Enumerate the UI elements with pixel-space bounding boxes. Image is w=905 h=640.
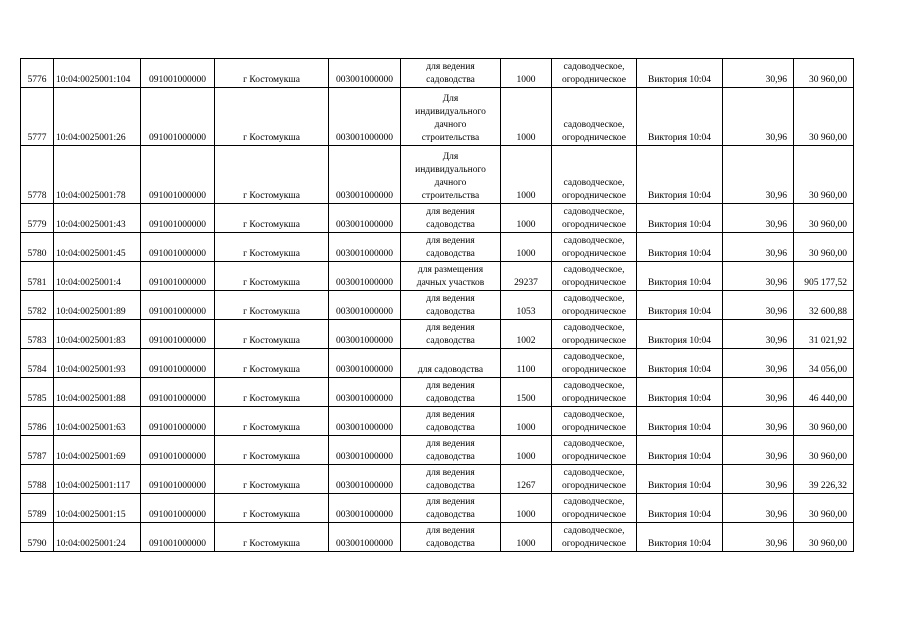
specific-value-cell: 30,96 [723, 204, 794, 233]
cadastral-value-cell: 30 960,00 [794, 88, 854, 146]
permitted-use-line: для ведения [426, 294, 475, 304]
cadastral-number-cell: 10:04:0025001:15 [54, 494, 141, 523]
row-number-cell: 5781 [21, 262, 54, 291]
table-row [21, 146, 854, 204]
land-category-line: садоводческое, [563, 352, 625, 362]
okato-code-cell: 091001000000 [141, 146, 215, 204]
permitted-use-line: садоводства [426, 481, 475, 491]
locality-cell: г Костомукша [215, 436, 329, 465]
permitted-use-line: для ведения [426, 526, 475, 536]
cadastral-number-cell: 10:04:0025001:104 [54, 59, 141, 88]
valuation-group-cell: Виктория 10:04 [637, 436, 723, 465]
land-category-line: садоводческое, [563, 62, 625, 72]
land-category-cell [552, 146, 637, 204]
land-category-line: садоводческое, [563, 265, 625, 275]
valuation-group-cell: Виктория 10:04 [637, 291, 723, 320]
specific-value-cell: 30,96 [723, 378, 794, 407]
land-category-line: садоводческое, [563, 439, 625, 449]
valuation-group-cell: Виктория 10:04 [637, 146, 723, 204]
land-category-line: садоводческое, [563, 178, 625, 188]
land-category-cell [552, 59, 637, 88]
permitted-use-line: для ведения [426, 207, 475, 217]
specific-value-cell: 30,96 [723, 262, 794, 291]
row-number-cell: 5787 [21, 436, 54, 465]
valuation-group-cell: Виктория 10:04 [637, 465, 723, 494]
row-number-cell: 5783 [21, 320, 54, 349]
valuation-group-cell: Виктория 10:04 [637, 233, 723, 262]
permitted-use-cell [401, 378, 501, 407]
cadastral-number-cell: 10:04:0025001:117 [54, 465, 141, 494]
specific-value-cell: 30,96 [723, 349, 794, 378]
oktmo-code-cell: 003001000000 [329, 262, 401, 291]
permitted-use-line: садоводства [426, 539, 475, 549]
land-category-cell [552, 436, 637, 465]
land-category-cell [552, 291, 637, 320]
permitted-use-cell [401, 523, 501, 552]
land-category-line: садоводческое, [563, 236, 625, 246]
permitted-use-cell [401, 407, 501, 436]
locality-cell: г Костомукша [215, 378, 329, 407]
cadastral-number-cell: 10:04:0025001:69 [54, 436, 141, 465]
land-category-line: садоводческое, [563, 526, 625, 536]
okato-code-cell: 091001000000 [141, 59, 215, 88]
cadastral-number-cell: 10:04:0025001:78 [54, 146, 141, 204]
area-cell: 1267 [501, 465, 552, 494]
valuation-group-cell: Виктория 10:04 [637, 88, 723, 146]
land-category-line: огородническое [561, 452, 627, 462]
cadastral-value-cell: 30 960,00 [794, 146, 854, 204]
land-category-line: огородническое [561, 336, 627, 346]
land-category-cell [552, 233, 637, 262]
table-row [21, 262, 854, 291]
land-category-line: садоводческое, [563, 497, 625, 507]
locality-cell: г Костомукша [215, 407, 329, 436]
permitted-use-line: садоводства [426, 510, 475, 520]
oktmo-code-cell: 003001000000 [329, 378, 401, 407]
permitted-use-cell [401, 262, 501, 291]
cadastral-number-cell: 10:04:0025001:83 [54, 320, 141, 349]
table-row [21, 465, 854, 494]
area-cell: 1000 [501, 233, 552, 262]
cadastral-number-cell: 10:04:0025001:93 [54, 349, 141, 378]
permitted-use-line: Для [442, 94, 459, 104]
table-row [21, 204, 854, 233]
row-number-cell: 5785 [21, 378, 54, 407]
permitted-use-line: садоводства [426, 423, 475, 433]
oktmo-code-cell: 003001000000 [329, 407, 401, 436]
land-category-line: огородническое [561, 539, 627, 549]
cadastral-value-cell: 30 960,00 [794, 233, 854, 262]
area-cell: 1000 [501, 494, 552, 523]
okato-code-cell: 091001000000 [141, 407, 215, 436]
row-number-cell: 5782 [21, 291, 54, 320]
land-category-line: огородническое [561, 481, 627, 491]
specific-value-cell: 30,96 [723, 436, 794, 465]
land-category-line: садоводческое, [563, 294, 625, 304]
okato-code-cell: 091001000000 [141, 320, 215, 349]
okato-code-cell: 091001000000 [141, 494, 215, 523]
locality-cell: г Костомукша [215, 291, 329, 320]
okato-code-cell: 091001000000 [141, 204, 215, 233]
oktmo-code-cell: 003001000000 [329, 59, 401, 88]
land-category-line: огородническое [561, 191, 627, 201]
table-row [21, 378, 854, 407]
permitted-use-cell [401, 291, 501, 320]
cadastral-value-cell: 30 960,00 [794, 59, 854, 88]
oktmo-code-cell: 003001000000 [329, 146, 401, 204]
permitted-use-line: индивидуального [415, 165, 486, 175]
table-row [21, 523, 854, 552]
permitted-use-line: для ведения [426, 381, 475, 391]
row-number-cell: 5786 [21, 407, 54, 436]
permitted-use-cell [401, 320, 501, 349]
area-cell: 1000 [501, 146, 552, 204]
okato-code-cell: 091001000000 [141, 291, 215, 320]
cadastral-value-cell: 32 600,88 [794, 291, 854, 320]
area-cell: 1053 [501, 291, 552, 320]
row-number-cell: 5788 [21, 465, 54, 494]
cadastral-number-cell: 10:04:0025001:26 [54, 88, 141, 146]
area-cell: 1000 [501, 204, 552, 233]
land-category-cell [552, 320, 637, 349]
locality-cell: г Костомукша [215, 523, 329, 552]
oktmo-code-cell: 003001000000 [329, 465, 401, 494]
land-category-line: огородническое [561, 133, 627, 143]
okato-code-cell: 091001000000 [141, 88, 215, 146]
land-category-line: огородническое [561, 75, 627, 85]
land-category-cell [552, 523, 637, 552]
specific-value-cell: 30,96 [723, 465, 794, 494]
permitted-use-cell [401, 436, 501, 465]
oktmo-code-cell: 003001000000 [329, 233, 401, 262]
land-category-cell [552, 465, 637, 494]
locality-cell: г Костомукша [215, 59, 329, 88]
row-number-cell: 5789 [21, 494, 54, 523]
oktmo-code-cell: 003001000000 [329, 88, 401, 146]
cadastral-value-cell: 30 960,00 [794, 436, 854, 465]
okato-code-cell: 091001000000 [141, 349, 215, 378]
permitted-use-cell [401, 349, 501, 378]
cadastral-value-cell: 31 021,92 [794, 320, 854, 349]
area-cell: 1000 [501, 407, 552, 436]
permitted-use-line: дачного [434, 178, 467, 188]
table-row [21, 494, 854, 523]
land-category-line: садоводческое, [563, 120, 625, 130]
area-cell: 29237 [501, 262, 552, 291]
specific-value-cell: 30,96 [723, 88, 794, 146]
cadastral-value-cell: 30 960,00 [794, 523, 854, 552]
permitted-use-cell [401, 146, 501, 204]
specific-value-cell: 30,96 [723, 320, 794, 349]
permitted-use-line: садоводства [426, 75, 475, 85]
permitted-use-line: садоводства [426, 249, 475, 259]
specific-value-cell: 30,96 [723, 146, 794, 204]
cadastral-number-cell: 10:04:0025001:63 [54, 407, 141, 436]
row-number-cell: 5779 [21, 204, 54, 233]
permitted-use-line: строительства [421, 191, 480, 201]
area-cell: 1002 [501, 320, 552, 349]
land-category-line: огородническое [561, 220, 627, 230]
table-row [21, 320, 854, 349]
cadastral-number-cell: 10:04:0025001:88 [54, 378, 141, 407]
row-number-cell: 5780 [21, 233, 54, 262]
area-cell: 1500 [501, 378, 552, 407]
land-category-line: огородническое [561, 423, 627, 433]
permitted-use-line: садоводства [426, 220, 475, 230]
table-row [21, 407, 854, 436]
specific-value-cell: 30,96 [723, 494, 794, 523]
cadastral-value-cell: 30 960,00 [794, 494, 854, 523]
land-category-line: садоводческое, [563, 323, 625, 333]
locality-cell: г Костомукша [215, 233, 329, 262]
oktmo-code-cell: 003001000000 [329, 349, 401, 378]
table-row [21, 88, 854, 146]
table-row [21, 349, 854, 378]
okato-code-cell: 091001000000 [141, 436, 215, 465]
valuation-group-cell: Виктория 10:04 [637, 523, 723, 552]
permitted-use-line: дачных участков [416, 278, 485, 288]
land-category-line: садоводческое, [563, 468, 625, 478]
land-category-line: садоводческое, [563, 381, 625, 391]
land-category-line: садоводческое, [563, 410, 625, 420]
permitted-use-line: для ведения [426, 497, 475, 507]
land-category-line: огородническое [561, 510, 627, 520]
row-number-cell: 5777 [21, 88, 54, 146]
valuation-group-cell: Виктория 10:04 [637, 59, 723, 88]
permitted-use-cell [401, 494, 501, 523]
permitted-use-line: для ведения [426, 236, 475, 246]
permitted-use-line: для размещения [417, 265, 484, 275]
land-category-line: огородническое [561, 394, 627, 404]
permitted-use-line: садоводства [426, 336, 475, 346]
area-cell: 1000 [501, 88, 552, 146]
specific-value-cell: 30,96 [723, 407, 794, 436]
permitted-use-line: садоводства [426, 452, 475, 462]
locality-cell: г Костомукша [215, 494, 329, 523]
land-category-cell [552, 349, 637, 378]
cadastral-number-cell: 10:04:0025001:89 [54, 291, 141, 320]
table-row [21, 233, 854, 262]
table-row [21, 59, 854, 88]
row-number-cell: 5784 [21, 349, 54, 378]
valuation-group-cell: Виктория 10:04 [637, 407, 723, 436]
permitted-use-line: для ведения [426, 439, 475, 449]
valuation-group-cell: Виктория 10:04 [637, 349, 723, 378]
okato-code-cell: 091001000000 [141, 262, 215, 291]
okato-code-cell: 091001000000 [141, 233, 215, 262]
row-number-cell: 5778 [21, 146, 54, 204]
permitted-use-line: для ведения [426, 62, 475, 72]
locality-cell: г Костомукша [215, 262, 329, 291]
cadastral-number-cell: 10:04:0025001:45 [54, 233, 141, 262]
oktmo-code-cell: 003001000000 [329, 436, 401, 465]
permitted-use-cell [401, 233, 501, 262]
locality-cell: г Костомукша [215, 204, 329, 233]
permitted-use-line: для садоводства [417, 365, 484, 375]
specific-value-cell: 30,96 [723, 59, 794, 88]
permitted-use-line: садоводства [426, 307, 475, 317]
locality-cell: г Костомукша [215, 349, 329, 378]
area-cell: 1000 [501, 59, 552, 88]
oktmo-code-cell: 003001000000 [329, 320, 401, 349]
okato-code-cell: 091001000000 [141, 465, 215, 494]
land-category-cell [552, 88, 637, 146]
oktmo-code-cell: 003001000000 [329, 523, 401, 552]
permitted-use-line: для ведения [426, 468, 475, 478]
cadastral-number-cell: 10:04:0025001:24 [54, 523, 141, 552]
cadastral-value-cell: 39 226,32 [794, 465, 854, 494]
permitted-use-line: дачного [434, 120, 467, 130]
valuation-group-cell: Виктория 10:04 [637, 378, 723, 407]
oktmo-code-cell: 003001000000 [329, 204, 401, 233]
permitted-use-line: строительства [421, 133, 480, 143]
valuation-group-cell: Виктория 10:04 [637, 204, 723, 233]
specific-value-cell: 30,96 [723, 523, 794, 552]
row-number-cell: 5776 [21, 59, 54, 88]
land-category-line: огородническое [561, 249, 627, 259]
permitted-use-line: Для [442, 152, 459, 162]
permitted-use-line: для ведения [426, 410, 475, 420]
land-category-cell [552, 204, 637, 233]
okato-code-cell: 091001000000 [141, 378, 215, 407]
row-number-cell: 5790 [21, 523, 54, 552]
land-category-cell [552, 262, 637, 291]
locality-cell: г Костомукша [215, 88, 329, 146]
valuation-group-cell: Виктория 10:04 [637, 320, 723, 349]
cadastral-number-cell: 10:04:0025001:43 [54, 204, 141, 233]
area-cell: 1100 [501, 349, 552, 378]
locality-cell: г Костомукша [215, 320, 329, 349]
land-category-cell [552, 378, 637, 407]
valuation-group-cell: Виктория 10:04 [637, 494, 723, 523]
permitted-use-line: для ведения [426, 323, 475, 333]
permitted-use-cell [401, 59, 501, 88]
land-category-line: огородническое [561, 365, 627, 375]
okato-code-cell: 091001000000 [141, 523, 215, 552]
oktmo-code-cell: 003001000000 [329, 291, 401, 320]
area-cell: 1000 [501, 523, 552, 552]
land-category-line: огородническое [561, 307, 627, 317]
cadastral-number-cell: 10:04:0025001:4 [54, 262, 141, 291]
specific-value-cell: 30,96 [723, 233, 794, 262]
cadastral-value-cell: 30 960,00 [794, 204, 854, 233]
specific-value-cell: 30,96 [723, 291, 794, 320]
cadastral-value-table [20, 58, 854, 552]
land-category-cell [552, 407, 637, 436]
cadastral-value-cell: 905 177,52 [794, 262, 854, 291]
permitted-use-cell [401, 204, 501, 233]
table-row [21, 291, 854, 320]
permitted-use-cell [401, 88, 501, 146]
cadastral-value-cell: 34 056,00 [794, 349, 854, 378]
table-row [21, 436, 854, 465]
locality-cell: г Костомукша [215, 465, 329, 494]
cadastral-value-cell: 46 440,00 [794, 378, 854, 407]
area-cell: 1000 [501, 436, 552, 465]
permitted-use-cell [401, 465, 501, 494]
oktmo-code-cell: 003001000000 [329, 494, 401, 523]
valuation-group-cell: Виктория 10:04 [637, 262, 723, 291]
cadastral-value-cell: 30 960,00 [794, 407, 854, 436]
locality-cell: г Костомукша [215, 146, 329, 204]
land-category-line: огородническое [561, 278, 627, 288]
permitted-use-line: садоводства [426, 394, 475, 404]
permitted-use-line: индивидуального [415, 107, 486, 117]
land-category-cell [552, 494, 637, 523]
land-category-line: садоводческое, [563, 207, 625, 217]
